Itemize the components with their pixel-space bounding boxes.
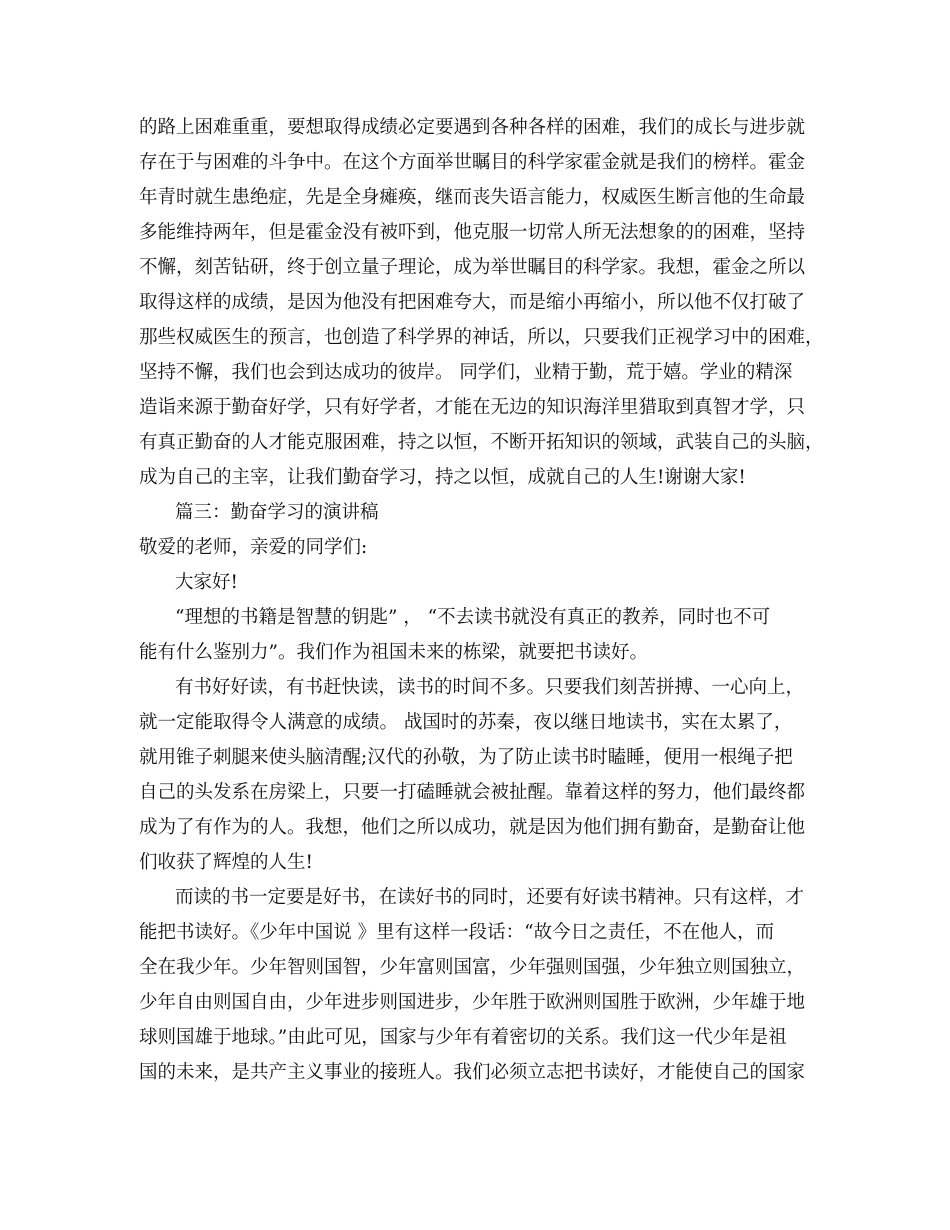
text-line: 们收获了辉煌的人生! xyxy=(139,852,313,873)
text-line: 造诣来源于勤奋好学，只有好学者，才能在无边的知识海洋里猎取到真智才学，只 xyxy=(139,397,806,418)
text-line: “理想的书籍是智慧的钥匙” ， “不去读书就没有真正的教养，同时也不可 xyxy=(175,607,771,628)
salutation: 敬爱的老师，亲爱的同学们: xyxy=(139,537,368,558)
text-line: 全在我少年。少年智则国智，少年富则国富，少年强则国强，少年独立则国独立， xyxy=(139,957,806,978)
text-line: 那些权威医生的预言，也创造了科学界的神话，所以，只要我们正视学习中的困难， xyxy=(139,327,824,348)
text-line: 坚持不懈，我们也会到达成功的彼岸。 同学们，业精于勤，荒于嬉。学业的精深 xyxy=(139,362,793,383)
text-line: 自己的头发系在房梁上，只要一打磕睡就会被扯醒。靠着这样的努力，他们最终都 xyxy=(139,782,806,803)
text-line: 就一定能取得令人满意的成绩。 战国时的苏秦，夜以继日地读书，实在太累了， xyxy=(139,712,793,733)
text-line: 就用锥子刺腿来使头脑清醒;汉代的孙敬，为了防止读书时瞌睡，便用一根绳子把 xyxy=(139,747,793,768)
text-line: 而读的书一定要是好书，在读好书的同时，还要有好读书精神。只有这样，才 xyxy=(175,887,805,908)
text-line: 存在于与困难的斗争中。在这个方面举世瞩目的科学家霍金就是我们的榜样。霍金 xyxy=(139,152,806,173)
text-line: 的路上困难重重，要想取得成绩必定要遇到各种各样的困难，我们的成长与进步就 xyxy=(139,117,806,138)
text-line: 能把书读好。《少年中国说 》里有这样一段话：“故今日之责任，不在他人，而 xyxy=(139,922,775,943)
text-line: 能有什么鉴别力”。我们作为祖国未来的栋梁，就要把书读好。 xyxy=(139,642,648,663)
text-line: 多能维持两年，但是霍金没有被吓到，他克服一切常人所无法想象的的困难，坚持 xyxy=(139,222,806,243)
text-line: 有书好好读，有书赶快读，读书的时间不多。只要我们刻苦拼搏、一心向上， xyxy=(175,677,805,698)
text-line: 成为自己的主宰，让我们勤奋学习，持之以恒，成就自己的人生!谢谢大家! xyxy=(139,467,746,488)
text-line: 球则国雄于地球。”由此可见，国家与少年有着密切的关系。我们这一代少年是祖 xyxy=(139,1027,787,1048)
section-heading: 篇三：勤奋学习的演讲稿 xyxy=(175,502,379,523)
text-line: 年青时就生患绝症，先是全身瘫痪，继而丧失语言能力，权威医生断言他的生命最 xyxy=(139,187,806,208)
text-line: 取得这样的成绩，是因为他没有把困难夸大，而是缩小再缩小，所以他不仅打破了 xyxy=(139,292,806,313)
text-line: 国的未来，是共产主义事业的接班人。我们必须立志把书读好，才能使自己的国家 xyxy=(139,1062,806,1083)
text-line: 少年自由则国自由，少年进步则国进步，少年胜于欧洲则国胜于欧洲，少年雄于地 xyxy=(139,992,806,1013)
text-line: 成为了有作为的人。我想，他们之所以成功，就是因为他们拥有勤奋，是勤奋让他 xyxy=(139,817,806,838)
greeting: 大家好! xyxy=(175,572,238,593)
text-line: 不懈，刻苦钻研，终于创立量子理论，成为举世瞩目的科学家。我想，霍金之所以 xyxy=(139,257,806,278)
text-line: 有真正勤奋的人才能克服困难，持之以恒，不断开拓知识的领域，武装自己的头脑， xyxy=(139,432,824,453)
